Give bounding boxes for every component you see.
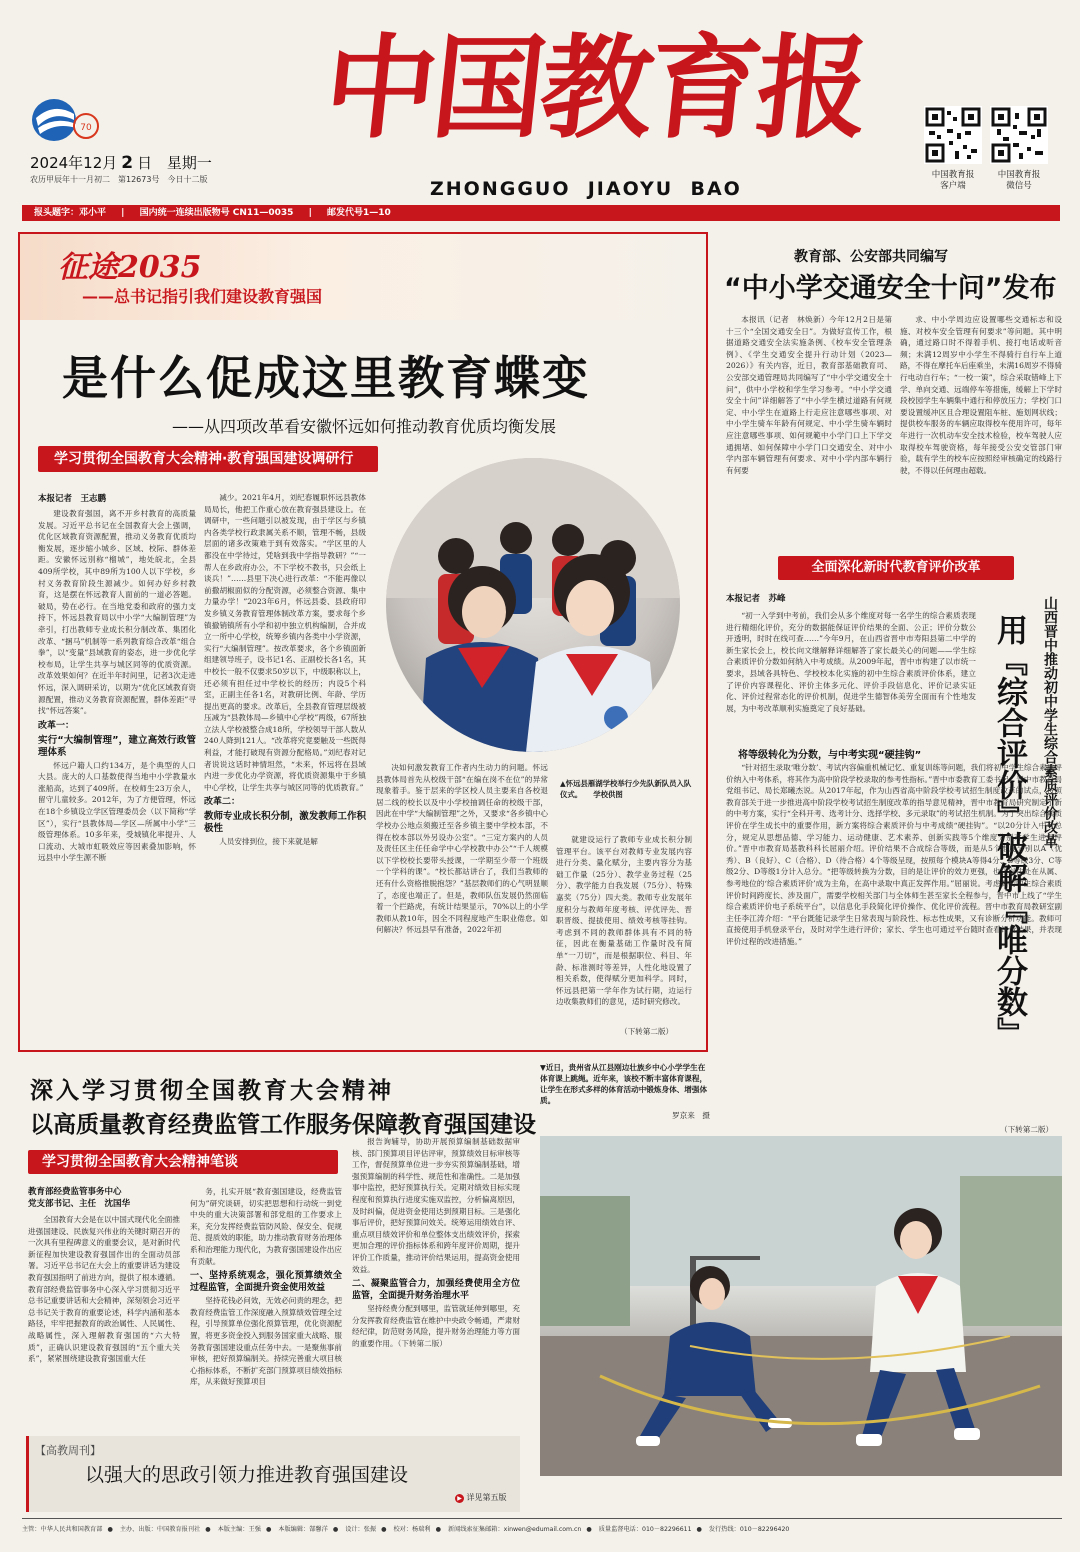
eval-vertical-kicker: 山西晋中推动初中学生综合素质评价改革: [1042, 596, 1058, 848]
traffic-headline: “中小学交通安全十问”发布: [724, 273, 1057, 304]
traffic-col2: 求、中小学周边应设置哪些交通标志和设施、对校车安全管理有何要求”等问题。其中明确，通过路口时不得着手机、接打电话或听音频；未满12周岁中小学生不得骑行自行车上道路，不得在摩托车后座乘坐，未满16周岁不得骑行电动自行车；“一校一策”，综合采取错峰上下学、单向交通、远端停车等措施，缓解上下学时段校园学生车辆集中通行和停放压力；学校门口要设置缓冲区且合理设置阻车桩、施划网状线；提供校车服务的车辆应取得校车使用许可，每年年进行一次机动车安全技术检验，校车驾驶人应取得校车驾驶资格，每年接受公安交管部门审验，载有学生的校车应按照经审核确定的线路行驶，不得以任何理由超载。: [900, 315, 1062, 475]
funding-author: 教育部经费监管事务中心 党支部书记、主任 沈国华: [28, 1187, 131, 1209]
logo-emblem-icon: [30, 96, 100, 144]
lead-byline: 本报记者 王志鹏: [38, 494, 107, 504]
lead-photo-students: [386, 458, 680, 752]
issue-date: 2024年12月 2 日 星期一: [30, 153, 212, 173]
qr-label-client: 中国教育报 客户端: [931, 170, 975, 191]
funding-headline-1: 深入学习贯彻全国教育大会精神: [30, 1078, 394, 1104]
eval-section-tag: 全面深化新时代教育评价改革: [778, 556, 1014, 580]
eval-subhead: 将等级转化为分数，与中考实现“硬挂钩”: [738, 750, 922, 761]
photo-caption-jumprope: [540, 1062, 710, 1121]
weekly-teaser[interactable]: [26, 1436, 520, 1512]
lead-continued-note: （下转第二版）: [620, 1027, 674, 1036]
footer-item: 主管：中华人民共和国教育部: [22, 1526, 103, 1533]
weekly-label: 【高教周刊】: [35, 1444, 101, 1457]
arrow-right-icon: ▶: [455, 1494, 464, 1503]
lead-col3: 决如何激发教育工作者内生动力的问题。怀远县教体局首先从校级干部“在编在岗不在位”的异常现象着手。鉴于层来的学区校人员主要来自各校退居二线的校长以及中小学校抽调任命的校级干部，因此在中学“大编制管理”之外，又要求“各乡镇中心学校办公地点须搬迁至各乡镇主要中学校本部，不得在校本部以外另设办公室”。“三定方案内的人员及责任区主任任命学中心学校教中办公”“千人规模以下学校校长要带头授课，一学期至少带一个班级一个学科的课”。“校长都站讲台了，我们当教师的还有什么资格推脱抱怨？”基层教师们的心气明显顺了，态度也端正了。但是，教师队伍发展仍然面临着一个拦路虎，有统计结果显示，70%以上的小学教师从教10年，因全不同程度地产生职业倦怠。如何解决？怀远县早有准备，2022年初: [376, 763, 548, 935]
footer-item: 新闻线索征集邮箱：xinwen@edumail.com.cn: [448, 1526, 582, 1533]
bar-item-postcode: 邮发代号1—10: [327, 208, 391, 218]
funding-col2: 务，扎实开展“教育强国建设，经费监管何为”研究谈研，切实把思想和行动统一到党中央的重大决策部署和部党组的工作要求上来，充分发挥经费监管防风险、保安全、促规范、提质效的职能，助力推动教育财务治理体系和治理能力现代化，为教育强国建设作出应有贡献。 一、坚持系统观念，强化预算绩效全过程监管，全面提升资金使用效益 坚持花钱必问效，无效必问责的理念，把教育经费监管工作深度融入预算绩效管理全过程，引导预算单位强化预算管理，优化资源配置，将更多资金投入到服务国家重大战略、服务教育强国建设重点任务中去。一是聚焦事前审核，把好预算编制关。持续完善重大项目核心指标体系，不断扩充部门预算项目绩效指标库，从来做好预算项目: [190, 1187, 342, 1387]
footer-item: 本版主编：王强: [217, 1526, 261, 1533]
lead-col1: 建设教育强国，离不开乡村教育的高质量发展。习近平总书记在全国教育大会上强调，优化区域教育资源配置，推动义务教育优质均衡发展，逐步缩小城乡、区域、校际、群体差距。安徽怀远別称“榴城”，地处皖北，全县409所学校，其中89所为100人以下学校，乡村义务教育阶段生源减少。如何办好乡村教育，这是摆在怀远教育人面前的一道必答题。破局，势在必行。在当地党委和政府的强力支持下，怀远县教育局以中小学“大编制管理”为牵引，打出教师专业成长积分制改革、集团化改革、“捆马”机制等一系列教育综合改革“组合拳”，以“变量”县域教育的姿态，进一步优化学校布局，让学生共享与城区同等的优质资源。改革效果如何？在近半年时间里，记者3次走进怀远，深入调研采访，以期为“优化区域教育资源配置，推动义务教育资源配置，群体差距”寻找“怀远答案”。 改革一： 实行“大编制管理”，建立高效行政管理体系 怀远户籍人口约134万，是个典型的人口大县。庞大的人口基数使得当地中小学教量水涨船高，达到了409所。在校师生23万余人，留守儿童较多。2012年，为了方便管理，怀远在18个乡镇设立学区管理委员会（以下简称“学区”），实行“县教体局—学区—所属中小学”三级管理体系。10多年来，受城镇化率提升、人口流动、大城市虹吸效应等因素叠加影响，怀远县中小学生源不断: [38, 509, 196, 863]
lead-photo-caption: ▲怀远县雁湖学校举行少先队新队员入队仪式。 学校供图: [560, 779, 692, 799]
footer-item: 主办、出版：中国教育报刊社: [119, 1526, 201, 1533]
footer-item: 质量监督电话：010－82296611: [598, 1526, 692, 1533]
footer-bar: 主管：中华人民共和国教育部 ● 主办、出版：中国教育报刊社 ● 本版主编：王强 ● 本版编辑：郜馨洋 ● 设计：张振 ● 校对：杨瑞利 ● 新闻线索征集邮箱：xinwen@edumail.com.cn ● 质量监督电话：010－82296611 ● 发行热线：010－82296420: [22, 1526, 790, 1533]
jumprope-photo-credit: 罗京来 摄: [672, 1111, 710, 1120]
eval-continued-note: （下转第二版）: [1000, 1125, 1054, 1134]
lead-col2: 减少。2021年4月，刘纪春履职怀远县教体局局长，他把工作重心放在教育强县建设上。在调研中，一些问题引以被发现，由于学区与乡镇内各类学校行政隶属关系不顺，管理不畅，县级层面的诸多改策难于到有效落实。“学区里的人都没在中学待过，凭啥到我中学指导教研？”“一帮人在乡政府办公，不下学校不教书，只会纸上谈兵！”……县里下决心进行改革：“不能再像以前撒胡椒面似的分配资源，必须整合资源、集中力量办学！”2023年6月，怀远县委、县政府印发乡镇义务教育管理体制改革方案，要求每个乡镇撤销镇所有小学和初中独立机构编制，合并成立一所中心学校，统筹乡镇内各类中小学资源，实行“大编制管理”。按改革要求，各个乡镇面新组建领导班子，设书记1名、正副校长各1名，其中校长一般不仅要求50岁以下，中级职称以上，还必须有担任过中学校长的经历；内设5个科室，正副主任各1名，对教研比例、年龄、学历提出更高的要求。改革后，全县教育管理层级被压减为“县教体局—乡镇中心学校”两级，67所独立法人学校被整合成18所，学校领导干部人数从240人降到121人。“改革将究竟要触及一些既得利益，才能打破现有资源分配格局。”刘纪春对记者说说这话时神情坦然，“未来，怀远将在县域内进一步优化办学资源，将优质资源集中于乡镇中心学校，让学生共享与城区同等的优质教育。” 改革二： 教师专业成长积分制，激发教师工作积极性 人员安排到位，接下来就是解: [204, 493, 366, 847]
footer-item: 设计：张振: [345, 1526, 377, 1533]
traffic-col1: 本报讯（记者 林焕新）今年12月2日是第十三个“全国交通安全日”。为做好宣传工作，根据道路交通安全法实施条例、《校车安全管理条例》、《学生交通安全提升行动计划（2023—2026）》有关内容，近日，教育部基础教育司、公安部交通管理局共同编写了“中小学交通安全十问”，供中小学校和学生学习参考。“中小学交通安全十问”详细解答了“中小学生横过道路有何规定、中小学生在道路上行走应注意哪些事项、对中小学生骑车年龄有何规定、中小学生骑车辆时应注意哪些事项、如何规範中小学门口上下学交通拥堵、如何保障中小学门口交通安全、对中小学内部车辆管理有何要求、对中小学内部车辆行有何要: [726, 315, 892, 475]
jumprope-caption-text: ▼近日，贵州省从江县刚边壮族乡中心小学学生在体育课上跳绳。近年来，该校不断丰富体育课程，让学生在形式多样的体育活动中锻炼身体、增强体质。: [540, 1063, 708, 1105]
funding-col3: 报告询辅导，协助开展预算编制基础数据审核、部门预算项目评估评审，预算绩效目标审核等工作，督促预算单位进一步夯实预算编制基础，增强预算编制的科学性、规范性和准确性。二是加强事中监控，把好预算执行关。定期对绩效目标实现程度和预算执行进度实施双监控，分析偏离原因，及时纠偏，促进资金使用达到预期目标。三是强化事后评价，把好预算问效关。统筹运用绩效自评、重点项目绩效评价和单位整体支出绩效评价，探索更加合理的评价指标体系和跨年度评价周期，提升评价工作质量，推动评价结果运用，提高资金使用效益。 二、凝聚监管合力，加强经费使用全方位监管，全面提升财务治理水平 坚持经费分配到哪里，监管就延伸到哪里，充分发挥教育经费监管在维护中央政令畅通，严肃财经纪律，防范财务风险，提升财务治理能力等方面的重要作用。（下转第二版）: [352, 1137, 520, 1348]
footer-item: 发行热线：010－82296420: [708, 1526, 790, 1533]
qr-code-wechat[interactable]: [990, 106, 1048, 164]
traffic-preheadline: 教育部、公安部共同编写: [794, 249, 948, 265]
masthead-info-bar: 报头题字：邓小平 | 国内统一连续出版物号 CN11—0035 | 邮发代号1—10: [22, 205, 1060, 221]
footer-rule: [22, 1518, 1062, 1519]
lead-section-tag: 学习贯彻全国教育大会精神·教育强国建设调研行: [38, 446, 378, 472]
masthead: [0, 0, 1080, 232]
footer-item: 校对：杨瑞利: [393, 1526, 431, 1533]
bar-item-inscription: 报头题字：邓小平: [34, 208, 107, 218]
newspaper-pinyin: ZHONGGUO JIAOYU BAO: [430, 178, 742, 200]
funding-col1: 全国教育大会是在以中国式现代化全面推进强国建设、民族复兴伟业的关键时期召开的一次具有里程碑意义的重要会议，是对新时代新征程加快建设教育强国作出的全面动员部署。习近平总书记在大会上的重要讲话为建设教育强国指明了前进方向，提供了根本遵循。教育部经费监管事务中心深入学习贯彻习近平总书记重要讲话和大会精神，深刻领会习近平总书记关于教育的重要论述，科学内涵和基本路径，牢牢把握教育的政治属性、人民属性、战略属性，深入理解教育强国的“六大特质”，正确认识建设教育强国的“五个重大关系”，紧紧围绕建设教育强国重大任: [28, 1215, 180, 1364]
eval-byline: 本报记者 苏峰: [726, 594, 786, 604]
funding-section-tag: 学习贯彻全国教育大会精神笔谈: [28, 1150, 338, 1174]
jumprope-photo: [540, 1136, 1062, 1476]
bar-item-cn: 国内统一连续出版物号 CN11—0035: [139, 208, 294, 218]
lead-subheadline: ——从四项改革看安徽怀远如何推动教育优质均衡发展: [172, 417, 557, 436]
weekly-title: 以强大的思政引领力推进教育强国建设: [85, 1464, 409, 1486]
svg-text:70: 70: [80, 123, 92, 133]
eval-vertical-headline: 用『综合评价』破解『唯分数』: [991, 614, 1027, 1048]
lunar-date-line: 农历甲辰年十一月初二 第12673号 今日十二版: [30, 175, 208, 184]
qr-label-wechat: 中国教育报 微信号: [997, 170, 1041, 191]
newspaper-title: 中国教育报: [318, 23, 872, 154]
eval-intro: “初一入学到中考前，我们会从多个维度对每一名学生的综合素质表现进行精细化评价，充分的数据能保证评价结果的全面、公正；评价分数公开透明，时时在线可查……”今年9月，在山西省晋中市寿阳县第二中学的新生家长会上，校长向文继解释详细解答了家长最关心的问题——学生综合素质评价分数如何纳入中考成绩。从2009年起，晋中市构建了以市统一要求，县域各具特色、学校校本化实施的初中生综合素质评价体系，建立了评价内容课程化、评价主体多元化、评价手段信息化、评价记录实证化、评价过程常态化的评价机制，促进学生德智体美劳全面而有个性地发展，为中考改革顺利实施奠定了良好基础。: [726, 611, 976, 713]
eval-body: “针对招生录取‘唯分数’、考试内容偏重机械记忆、重复训练等问题，我们将初中学生综合素质评价纳入中考体系，将其作为高中阶段学校录取的参考性指标。”晋中市委教育工委书记、晋中市教育局党组书记、局长郑曦杰说。从2017年起，作为山西省高中阶段学校考试招生制度改革的试点，按照教育部关于进一步推进高中阶段学校考试招生制度改革的指导意见精神，晋中市教育局研究制定了新的中考方案，实行“全科开考、选考计分、选择学校、多元录取”的考试招生机制。为了突出综合素质评价在学生成长中的重要作用，新方案将综合素质评价与中考成绩“硬挂钩”。“以20分计入中考总分，规定从思想品德、学习能力、运动健康、艺术素养、创新实践等5个维度分别对学生进行评价。”晋中市教育局基教科科长屈丽介绍。评价结果不合成综合等级，而是从5个维度分别以A（优秀）、B（良好）、C（合格）、D（待合格）4个等级呈现，按照每个模块A等得4分、B等级3分、C等级2分、D等级1分计入总分。“把等级转换为分数，目的是让评价的效力更强，也让以往处在从属、参考地位的‘综合素质评价’成为主角，在高中录取中真正发挥作用。”屈丽说。考虑到初中生综合素质评价时间跨度长、涉及面广，需要学校相关部门与全体师生甚至家长全程参与，晋中市上线了“学生综合素质评价电子系统平台”，以信息化手段简化评价操作、优化评价流程。晋中市教育局教研室副主任李江涛介绍：“平台既能记录学生日常表现与阶段性、标志性成果，又有诊断分析功能。教师可直接使用手机登录平台，及时对学生进行评价；家长、学生也可通过平台随时查看评价结果，并表现评价过程的改进措施。”: [726, 763, 1062, 946]
weekly-see-page[interactable]: ▶ 详见第五版: [455, 1492, 507, 1503]
lead-headline: 是什么促成这里教育蝶变: [62, 351, 590, 405]
funding-headline-2: 以高质量教育经费监管工作服务保障教育强国建设: [30, 1112, 536, 1138]
kicker-title: 征途2035: [58, 250, 202, 285]
kicker-subtitle: ——总书记指引我们建设教育强国: [82, 287, 323, 306]
footer-item: 本版编辑：郜馨洋: [278, 1526, 328, 1533]
lead-story-box: [18, 232, 708, 1052]
lead-col4: 就建设运行了教师专业成长积分制管理平台。该平台对教师专业发展内容进行分类、量化赋分，主要内容分为基础工作量（25分）、教学业务过程（25分）、教学能力自我发展（75分）、特殊嘉奖（75分）四大类。教师专业发展年度积分与教师年度考核、评优评先、晋职晋级、提拔使用、绩效考核等挂钩。考虑到不同的教师群体具有不同的特征，因此在衡量基础工作量时没有简单“一刀切”，而是根据职位、科目、年龄、标准测时等差异，人性化地设置了相关系数，使得赋分更加科学。同时，怀远县把第一学年作为试行期，边运行边收集教师们的意见，适时研究修改。: [556, 835, 692, 1007]
qr-code-client[interactable]: [924, 106, 982, 164]
